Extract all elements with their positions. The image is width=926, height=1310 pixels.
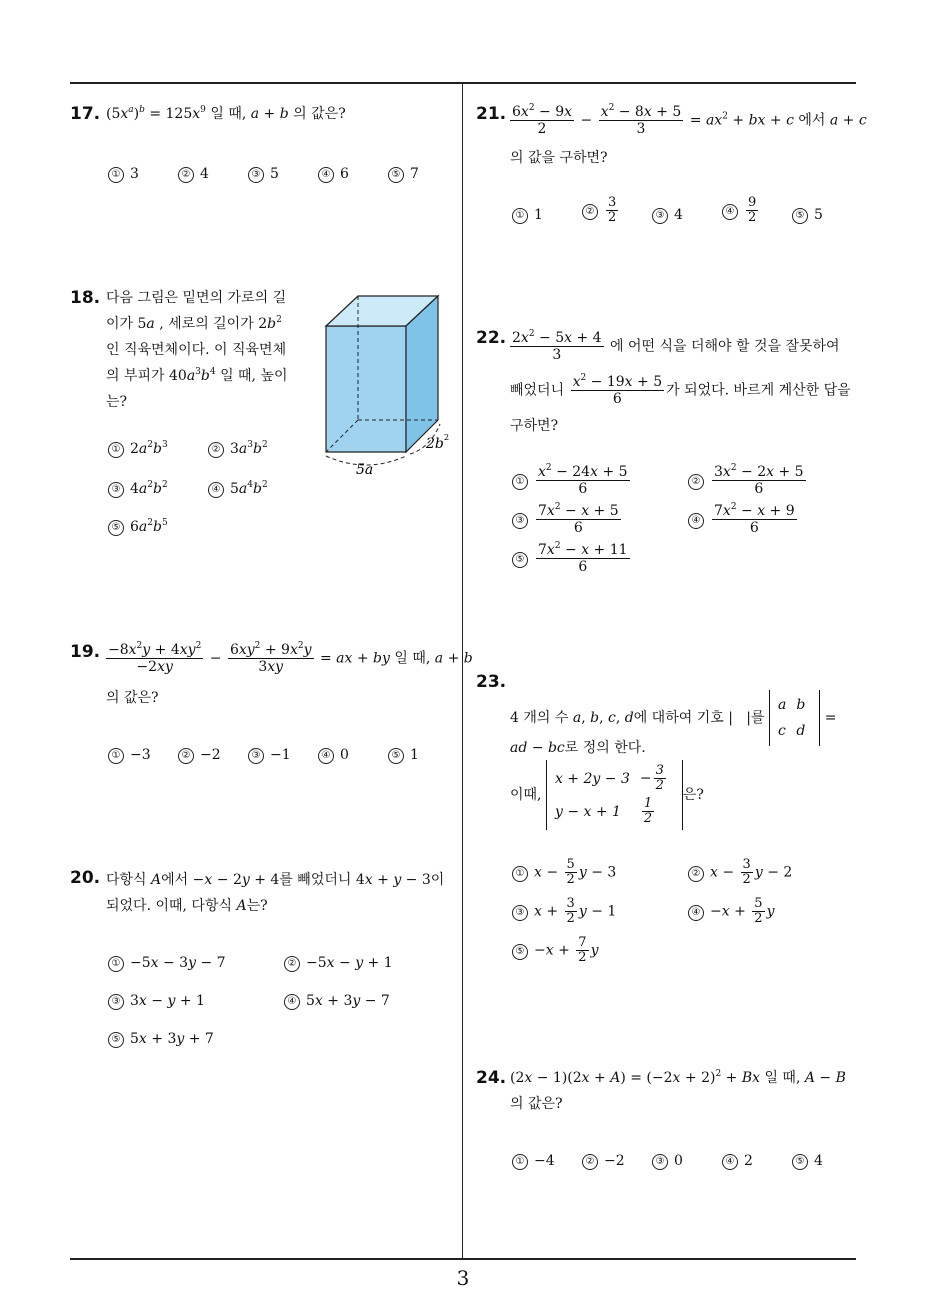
option-1[interactable]: ① x − $\frac{5}{2}$ y − 3 (512, 858, 616, 887)
option-3[interactable]: ③ 3x − y + 1 (108, 992, 205, 1010)
label-depth-exponent: 2 (444, 433, 450, 442)
option-4[interactable]: ④ 5x + 3y − 7 (284, 992, 390, 1010)
question-number: 20. (70, 868, 101, 888)
question-stem: $(2x - 1)(2x + A) = (-2x + 2)^2 + Bx$ 일 때, A − B (510, 1069, 846, 1086)
question-stem-line: 4 개의 수 a, b, c, d에 대하여 기호 | |를 a b c d = (510, 690, 836, 746)
option-4[interactable]: ④ −x + $\frac{5}{2}$ y (688, 897, 774, 926)
option-3[interactable]: ③ −1 (248, 746, 291, 764)
option-1[interactable]: ① −3 (108, 746, 151, 764)
question-stem-line: 다항식 A에서 −x − 2y + 4를 빼었더니 4x + y − 3이 (106, 872, 445, 888)
question-number: 22. (476, 328, 507, 348)
question-stem-line: 빼었더니 $\frac{x^2 - 19x + 5}{6}$ 가 되었다. 바르게 계산한 답을 (510, 373, 851, 407)
option-4[interactable]: ④ $5a^4b^2$ (208, 480, 268, 498)
cuboid-figure (318, 288, 458, 478)
option-5[interactable]: ⑤ $\frac{7x^2 - x + 11}{6}$ (512, 542, 632, 575)
choice-mark: ④ (318, 167, 334, 183)
option-2[interactable]: ② $\frac{3}{2}$ (582, 196, 620, 225)
option-5[interactable]: ⑤ 1 (388, 746, 419, 764)
label-width: 5a (356, 462, 374, 478)
option-5[interactable]: ⑤ 7 (388, 165, 419, 183)
option-3[interactable]: ③ 4 (652, 206, 683, 224)
question-stem-line: 의 부피가 $40a^3b^4$ 일 때, 높이 (106, 367, 288, 384)
page-number: 3 (456, 1266, 470, 1290)
option-1[interactable]: ① $2a^2b^3$ (108, 440, 168, 458)
option-5[interactable]: ⑤ −x + $\frac{7}{2}$ y (512, 936, 598, 965)
cuboid-front-face (326, 326, 406, 452)
question-stem: $(5x^a)^b = 125x^9$ 일 때, a + b 의 값은? (106, 105, 346, 122)
option-2[interactable]: ② −5x − y + 1 (284, 954, 393, 972)
option-4[interactable]: ④ 6 (318, 165, 349, 183)
question-stem-line: 이가 5a , 세로의 길이가 $2b^2$ (106, 315, 282, 332)
question-stem-line: 다음 그림은 밑면의 가로의 길 (106, 290, 287, 306)
choice-mark: ② (178, 167, 194, 183)
option-3[interactable]: ③ 5 (248, 165, 279, 183)
question-stem-line: 구하면? (510, 418, 559, 434)
question-stem-line: 인 직육면체이다. 이 직육면체 (106, 342, 287, 358)
option-2[interactable]: ② $3a^3b^2$ (208, 440, 268, 458)
choice-mark: ③ (248, 167, 264, 183)
question-number: 21. (476, 104, 507, 124)
question-stem-line: ad − bc로 정의 한다. (510, 740, 646, 756)
choice-mark: ⑤ (388, 167, 404, 183)
option-1[interactable]: ① $\frac{x^2 - 24x + 5}{6}$ (512, 464, 632, 497)
option-4[interactable]: ④ $\frac{9}{2}$ (722, 196, 760, 225)
option-3[interactable]: ③ $4a^2b^2$ (108, 480, 168, 498)
question-stem-line: 이때, x + 2y − 3 − $\frac{3}{2}$ y − x + 1 $\frac{1}{2}$ 은? (510, 760, 704, 830)
option-2[interactable]: ② x − $\frac{3}{2}$ y − 2 (688, 858, 792, 887)
option-4[interactable]: ④ 2 (722, 1152, 753, 1170)
option-4[interactable]: ④ $\frac{7x^2 - x + 9}{6}$ (688, 503, 799, 536)
question-number: 18. (70, 288, 101, 308)
option-2[interactable]: ② −2 (178, 746, 221, 764)
option-5[interactable]: ⑤ 4 (792, 1152, 823, 1170)
option-1[interactable]: ① 3 (108, 165, 139, 183)
option-4[interactable]: ④ 0 (318, 746, 349, 764)
option-1[interactable]: ① −5x − 3y − 7 (108, 954, 226, 972)
option-2[interactable]: ② −2 (582, 1152, 625, 1170)
option-3[interactable]: ③ 0 (652, 1152, 683, 1170)
option-1[interactable]: ① 1 (512, 206, 543, 224)
option-5[interactable]: ⑤ 5 (792, 206, 823, 224)
label-depth: 2b (426, 436, 444, 452)
question-stem-line: 되었다. 이때, 다항식 A는? (106, 898, 268, 914)
question-stem-line: 는? (106, 394, 128, 410)
question-number: 17. (70, 104, 101, 124)
option-2[interactable]: ② 4 (178, 165, 209, 183)
option-3[interactable]: ③ x + $\frac{3}{2}$ y − 1 (512, 897, 616, 926)
question-number: 19. (70, 642, 101, 662)
question-stem-line: 의 값을 구하면? (510, 150, 608, 166)
option-1[interactable]: ① −4 (512, 1152, 555, 1170)
option-2[interactable]: ② $\frac{3x^2 - 2x + 5}{6}$ (688, 464, 808, 497)
choice-mark: ① (108, 167, 124, 183)
option-5[interactable]: ⑤ 5x + 3y + 7 (108, 1030, 214, 1048)
question-number: 23. (476, 672, 507, 692)
option-5[interactable]: ⑤ $6a^2b^5$ (108, 518, 168, 536)
question-stem-line: 의 값은? (106, 690, 159, 706)
question-number: 24. (476, 1068, 507, 1088)
question-stem-line: 의 값은? (510, 1096, 563, 1112)
option-3[interactable]: ③ $\frac{7x^2 - x + 5}{6}$ (512, 503, 623, 536)
question-stem: $\frac{6x^2 - 9x}{2}$ − $\frac{x^2 - 8x + 5}{3}$ = $ax^2$ + bx + c 에서 a + c (512, 103, 867, 137)
question-stem-line: $\frac{2x^2 - 5x + 4}{3}$ 에 어떤 식을 더해야 할 것을 잘못하여 (512, 329, 840, 363)
question-stem: $\frac{-8x^2y + 4xy^2}{-2xy}$ − $\frac{6xy^2 + 9x^2y}{3xy}$ = ax + by 일 때, a + b (108, 641, 473, 675)
